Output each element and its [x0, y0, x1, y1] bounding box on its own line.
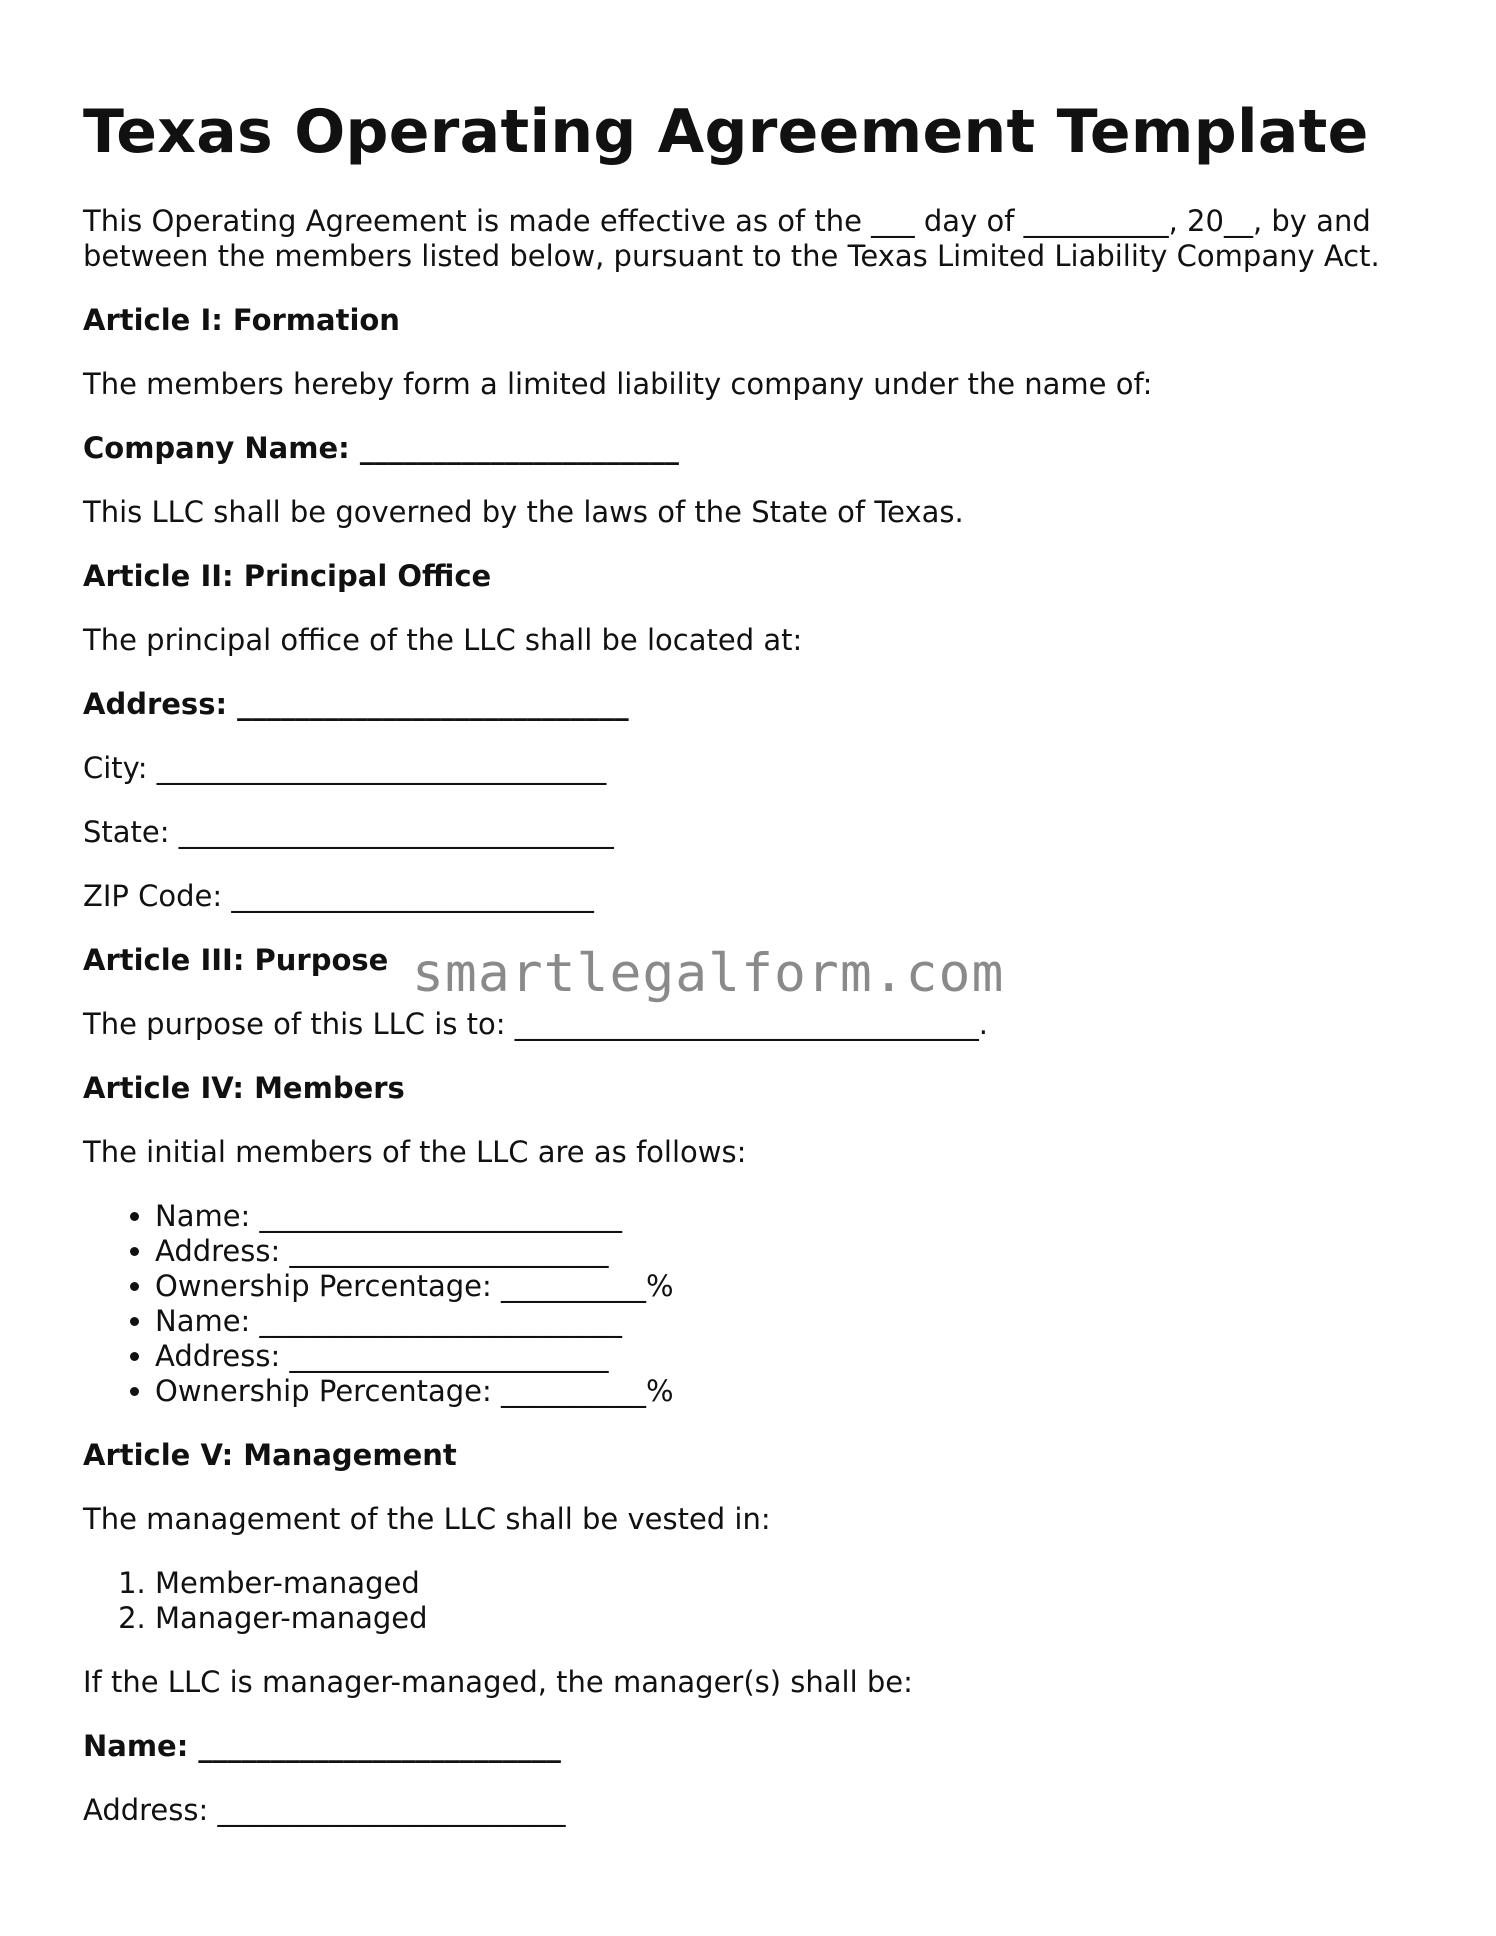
- member-2-address: • Address: ______________________: [155, 1339, 1423, 1374]
- article-2-heading: Article II: Principal Office: [83, 559, 492, 593]
- article-5-heading: Article V: Management: [83, 1438, 457, 1472]
- member-2-ownership: • Ownership Percentage: __________%: [155, 1374, 1423, 1409]
- article-4-heading: Article IV: Members: [83, 1071, 405, 1105]
- article-1-text: The members hereby form a limited liability company under the name of:: [83, 367, 1153, 401]
- member-1-name: • Name: _________________________: [155, 1199, 1423, 1234]
- article-1-heading: Article I: Formation: [83, 303, 400, 337]
- office-city-field: City: _______________________________: [83, 751, 607, 785]
- watermark: smartlegalform.com: [412, 943, 1005, 1004]
- article-5-text: The management of the LLC shall be vested in:: [83, 1502, 771, 1536]
- article-4-text: The initial members of the LLC are as follows:: [83, 1135, 747, 1169]
- members-list: [83, 1199, 1423, 1409]
- management-options-list: [83, 1566, 1423, 1636]
- member-1-address: • Address: ______________________: [155, 1234, 1423, 1269]
- article-2-text: The principal office of the LLC shall be located at:: [83, 623, 803, 657]
- document-title: Texas Operating Agreement Template: [83, 97, 1369, 167]
- article-3-heading: Article III: Purpose: [83, 943, 389, 977]
- management-option-manager: 2. Manager-managed: [155, 1601, 1423, 1636]
- office-address-field: Address: ___________________________: [83, 687, 629, 721]
- manager-text: If the LLC is manager-managed, the manager(s) shall be:: [83, 1665, 913, 1699]
- office-zip-field: ZIP Code: _________________________: [83, 879, 594, 913]
- member-2-name: • Name: _________________________: [155, 1304, 1423, 1339]
- manager-name-field: Name: _________________________: [83, 1729, 561, 1763]
- intro-paragraph: This Operating Agreement is made effective as of the ___ day of __________, 20__, by and between the members listed below, pursuant to the Texas Limited Liability Company Act.: [83, 204, 1380, 273]
- company-name-field: Company Name: ______________________: [83, 431, 679, 465]
- governing-law-text: This LLC shall be governed by the laws of the State of Texas.: [83, 495, 964, 529]
- member-1-ownership: • Ownership Percentage: __________%: [155, 1269, 1423, 1304]
- manager-address-field: Address: ________________________: [83, 1793, 566, 1827]
- office-state-field: State: ______________________________: [83, 815, 614, 849]
- purpose-field: The purpose of this LLC is to: ________________________________.: [83, 1007, 988, 1041]
- management-option-member: 1. Member-managed: [155, 1566, 1423, 1601]
